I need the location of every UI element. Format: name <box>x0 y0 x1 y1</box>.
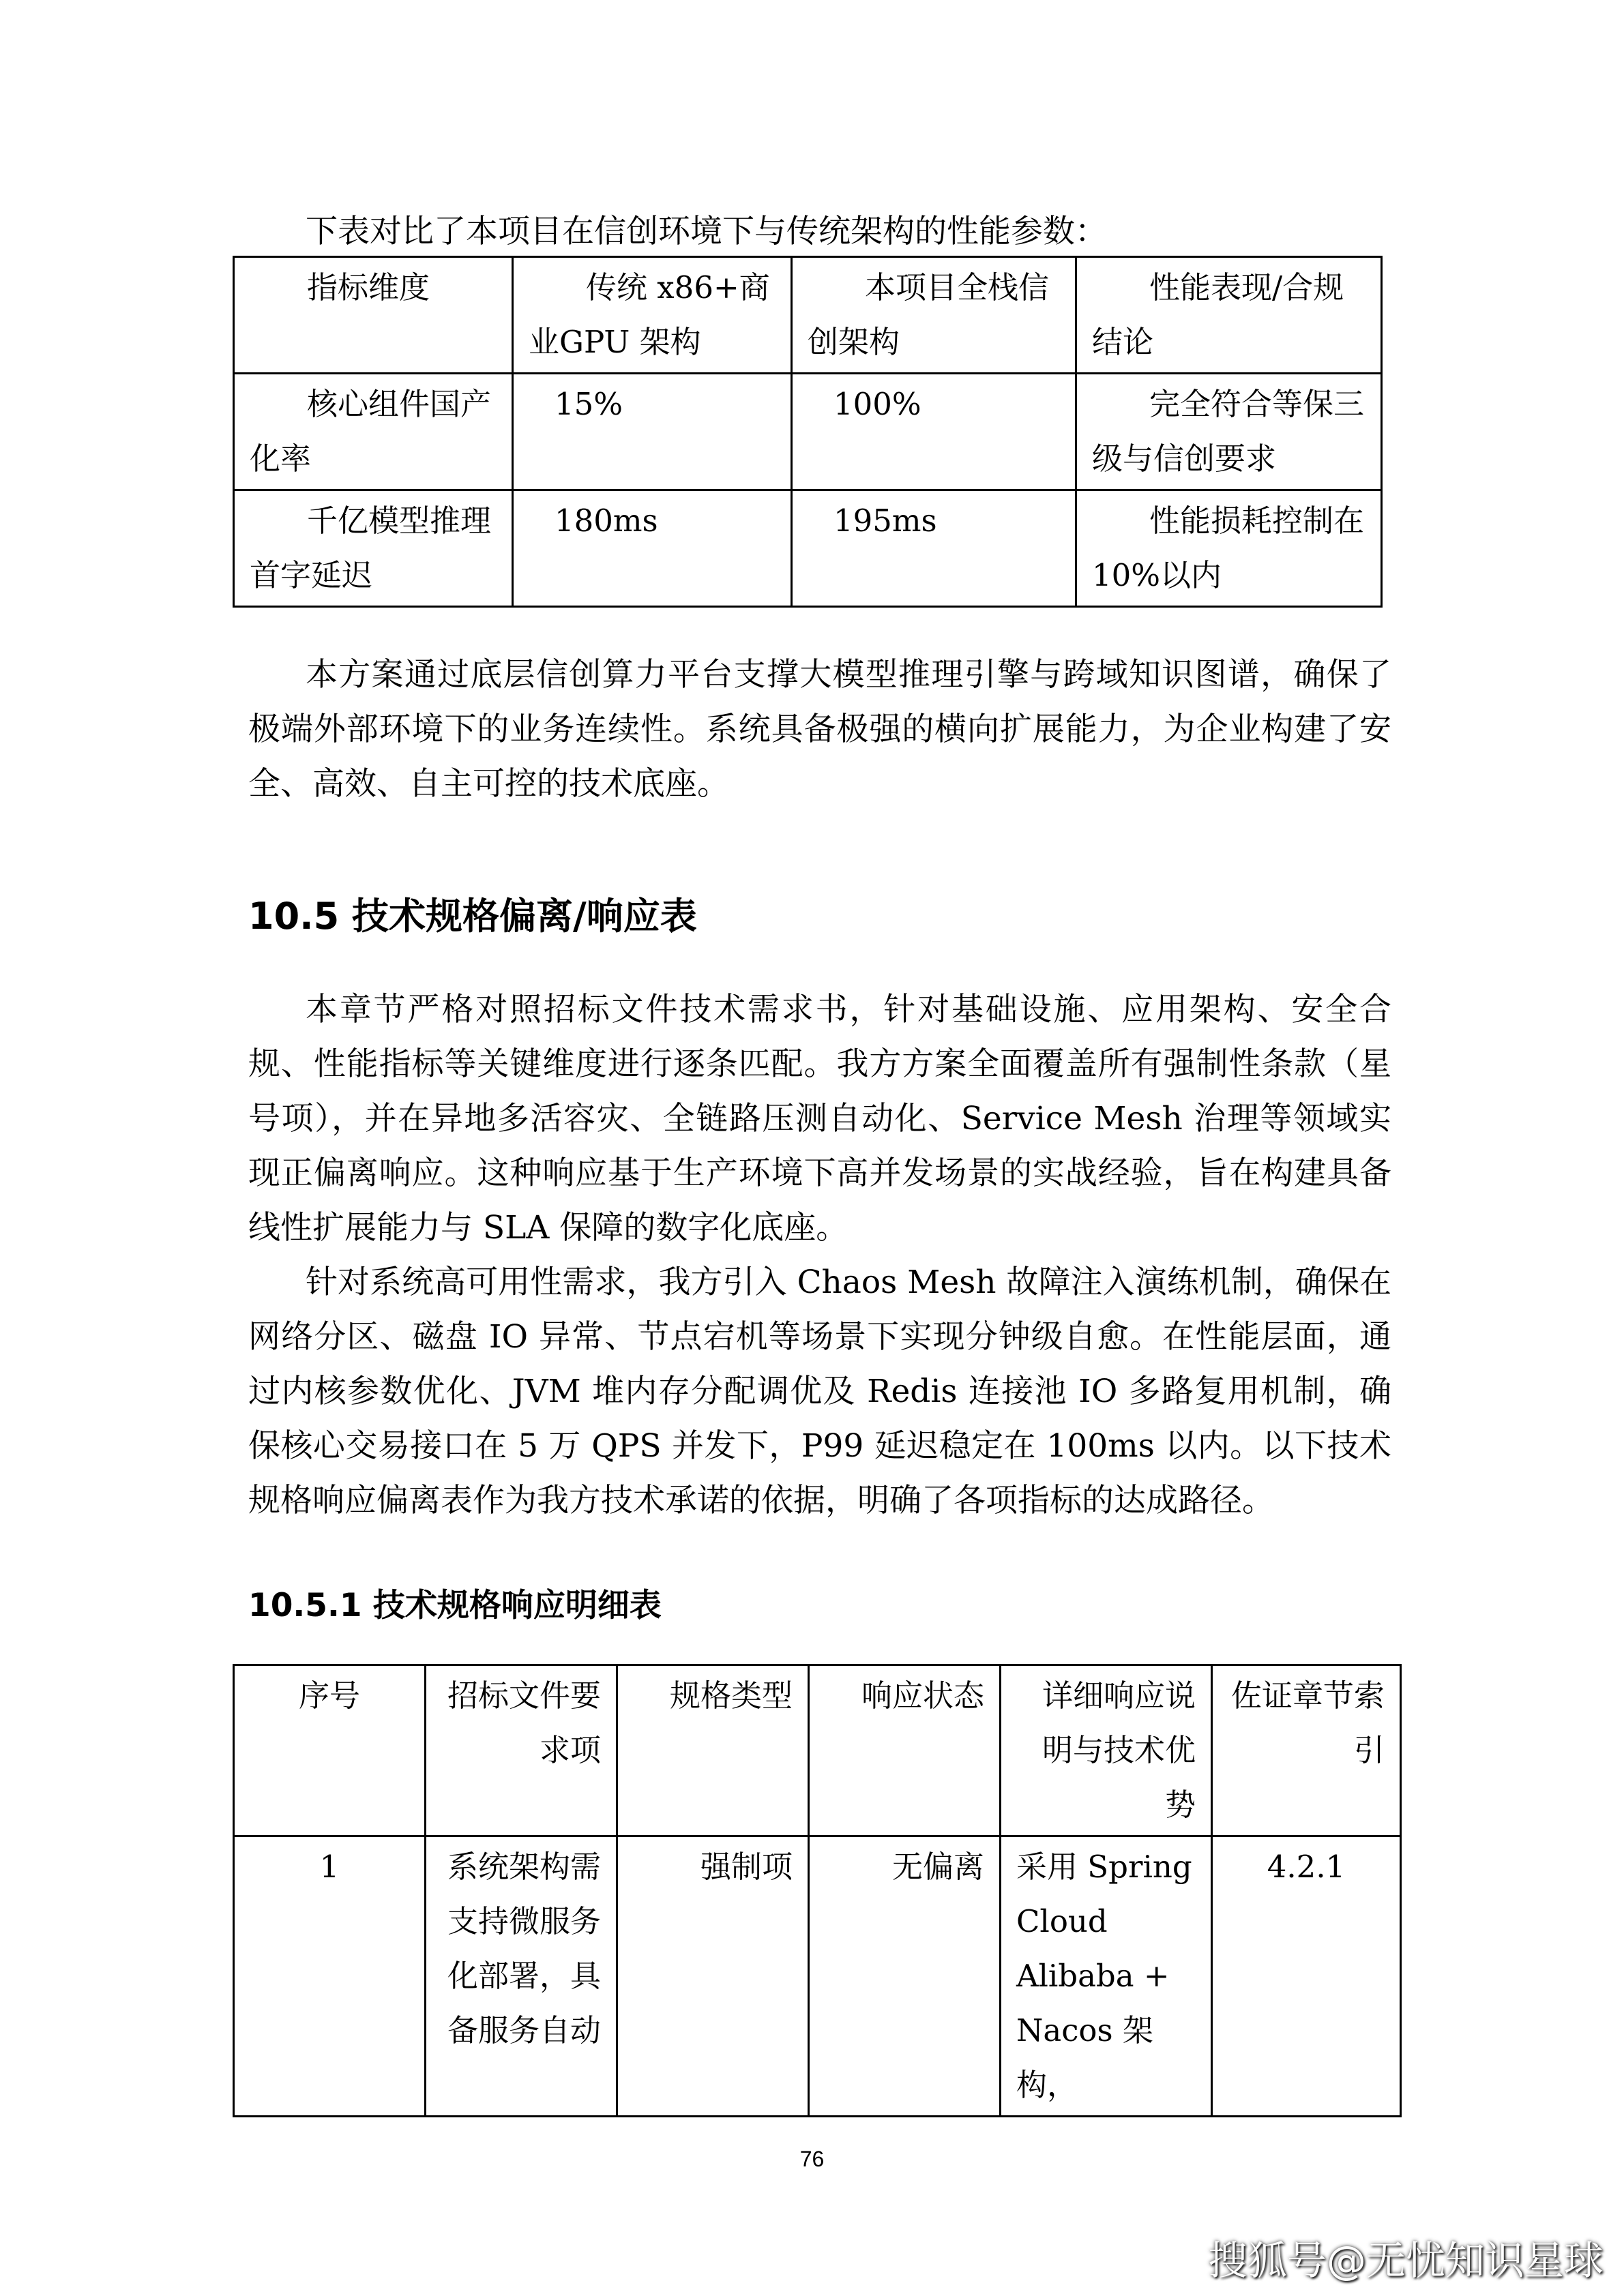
table-row <box>234 1836 1401 2117</box>
table-cell: 15% <box>513 374 792 490</box>
header-cell: 规格类型 <box>617 1665 809 1836</box>
header-cell: 详细响应说明与技术优势 <box>1001 1665 1212 1836</box>
table-cell: 采用 Spring Cloud Alibaba + Nacos 架构， <box>1001 1836 1212 2117</box>
table-intro-text: 下表对比了本项目在信创环境下与传统架构的性能参数： <box>306 213 1107 250</box>
table-cell: 完全符合等保三级与信创要求 <box>1076 374 1382 490</box>
section-heading: 10.5 技术规格偏离/响应表 <box>248 895 697 938</box>
table-cell: 性能损耗控制在 10%以内 <box>1076 490 1382 607</box>
table-cell: 4.2.1 <box>1212 1836 1401 2117</box>
performance-comparison-table <box>233 256 1383 608</box>
table-cell: 100% <box>792 374 1076 490</box>
table-cell: 180ms <box>513 490 792 607</box>
table-cell: 强制项 <box>617 1836 809 2117</box>
table-cell: 1 <box>234 1836 426 2117</box>
body-paragraph: 本方案通过底层信创算力平台支撑大模型推理引擎与跨域知识图谱，确保了极端外部环境下的业务连续性。系统具备极强的横向扩展能力，为企业构建了安全、高效、自主可控的技术底座。 <box>248 656 1391 803</box>
table-row <box>234 374 1382 490</box>
body-paragraph: 针对系统高可用性需求，我方引入 Chaos Mesh 故障注入演练机制，确保在网络分区、磁盘 IO 异常、节点宕机等场景下实现分钟级自愈。在性能层面，通过内核参数优化、JVM 堆内存分配调优及 Redis 连接池 IO 多路复用机制，确保核心交易接口在 5 万 QPS 并发下，P99 延迟稳定在 100ms 以内。以下技术规格响应偏离表作为我方技术承诺的依据，明确了各项指标的达成路径。 <box>248 1264 1391 1519</box>
header-cell: 响应状态 <box>809 1665 1001 1836</box>
subsection-heading: 10.5.1 技术规格响应明细表 <box>248 1587 662 1624</box>
table-cell: 系统架构需支持微服务化部署，具备服务自动 <box>426 1836 617 2117</box>
page-number: 76 <box>799 2147 825 2171</box>
table-cell: 千亿模型推理首字延迟 <box>234 490 513 607</box>
header-cell: 序号 <box>234 1665 426 1836</box>
header-cell: 性能表现/合规结论 <box>1076 257 1382 374</box>
table-cell: 195ms <box>792 490 1076 607</box>
watermark: 搜狐号@无忧知识星球 <box>1207 2237 1604 2284</box>
header-cell: 佐证章节索引 <box>1212 1665 1401 1836</box>
header-cell: 指标维度 <box>234 257 513 374</box>
header-cell: 本项目全栈信创架构 <box>792 257 1076 374</box>
header-cell: 传统 x86+商业GPU 架构 <box>513 257 792 374</box>
table-row <box>234 490 1382 607</box>
table-header-row <box>234 1665 1401 1836</box>
spec-response-table <box>233 1664 1402 2117</box>
table-header-row <box>234 257 1382 374</box>
table-cell: 无偏离 <box>809 1836 1001 2117</box>
header-cell: 招标文件要求项 <box>426 1665 617 1836</box>
table-cell: 核心组件国产化率 <box>234 374 513 490</box>
body-paragraph: 本章节严格对照招标文件技术需求书，针对基础设施、应用架构、安全合规、性能指标等关键维度进行逐条匹配。我方方案全面覆盖所有强制性条款（星号项），并在异地多活容灾、全链路压测自动化、Service Mesh 治理等领域实现正偏离响应。这种响应基于生产环境下高并发场景的实战经验，旨在构建具备线性扩展能力与 SLA 保障的数字化底座。 <box>248 991 1391 1247</box>
